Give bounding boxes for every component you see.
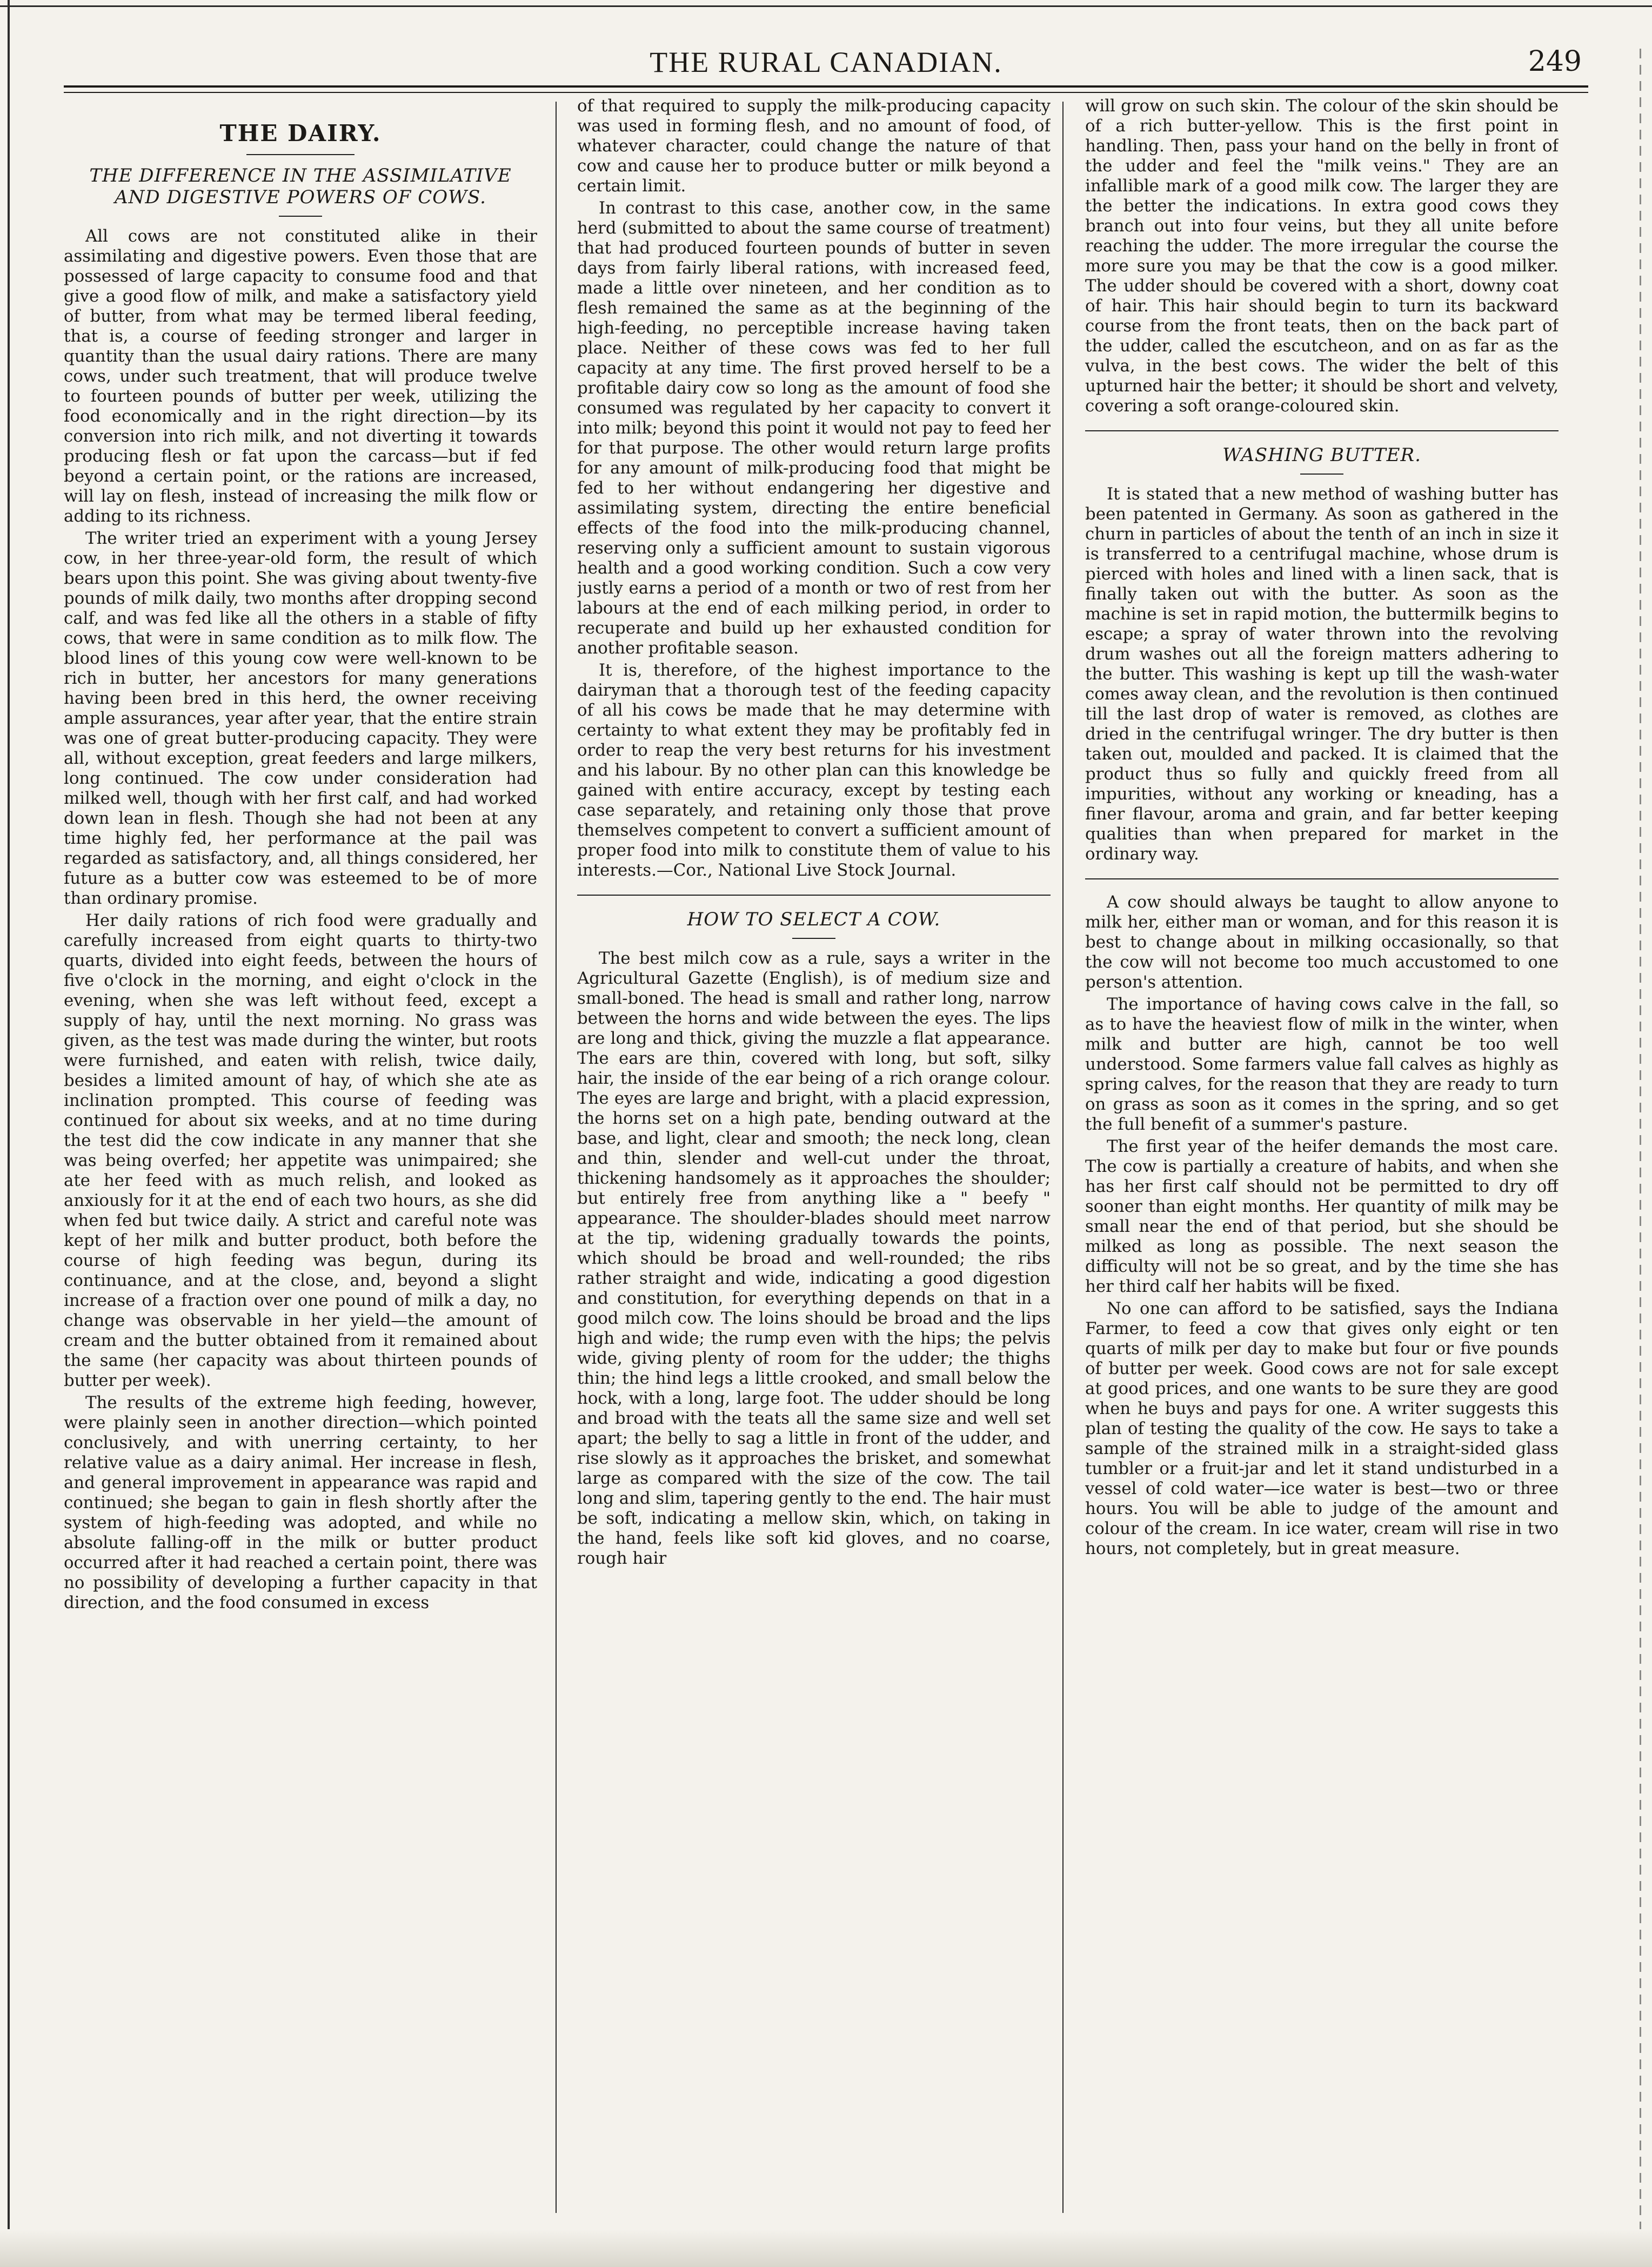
column-divider <box>556 102 557 2213</box>
paragraph: It is stated that a new method of washing butter has been patented in Germany. As soon as gathered in the churn in particles of about the tenth of an inch in size it is transferred to a centrifugal machine, whose drum is pierced with holes and lined with a linen sack, that is finally taken out with the butter. As soon as the machine is set in rapid motion, the buttermilk begins to escape; a spray of water thrown into the revolving drum washes out all the foreign matters adhering to the butter. This washing is kept up till the wash-water comes away clean, and the revolution is then continued till the last drop of water is removed, as clothes are dried in the centrifugal wringer. The dry butter is then taken out, moulded and packed. It is claimed that the product thus so fully and quickly freed from all impurities, without any working or kneading, has a finer flavour, aroma and grain, and far better keeping qualities than when prepared for market in the ordinary way. <box>1085 484 1559 864</box>
column-divider <box>1062 102 1064 2213</box>
paragraph: It is, therefore, of the highest importance to the dairyman that a thorough test of the feeding capacity of all his cows be made that he may determine with certainty to what extent they may be profitably fed in order to reap the very best returns for his investment and his labour. By no other plan can this knowledge be gained with entire accuracy, except by testing each case separately, and retaining only those that prove themselves competent to convert a sufficient amount of proper food into milk to constitute them of value to his interests.—Cor., National Live Stock Journal. <box>577 661 1051 880</box>
article-title: THE DIFFERENCE IN THE ASSIMILATIVE AND DIGESTIVE POWERS OF COWS. <box>89 165 512 208</box>
scan-edge-bottom <box>0 2229 1652 2267</box>
column-3 <box>1085 96 1559 2213</box>
scan-edge-right <box>1640 49 1641 2235</box>
title-rule <box>1300 474 1343 475</box>
header-rule <box>64 85 1588 93</box>
paragraph: In contrast to this case, another cow, in the same herd (submitted to about the same course of treatment) that had produced fourteen pounds of butter in seven days from fairly liberal rations, with increased feed, made a little over nineteen, and her condition as to flesh remained the same as at the beginning of the high-feeding, no perceptible increase having taken place. Neither of these cows was fed to her full capacity at any time. The first proved herself to be a profitable dairy cow so long as the amount of food she consumed was regulated by her capacity to convert it into milk; beyond this point it would not pay to feed her for that purpose. The other would return large profits for any amount of milk-producing food that might be fed to her without endangering her digestive and assimilating system, directing the entire beneficial effects of the food into the milk-producing channel, reserving only a sufficient amount to sustain vigorous health and a good working condition. Such a cow very justly earns a period of a month or two of rest from her labours at the end of each milking period, in order to recuperate and build up her exhausted condition for another profitable season. <box>577 198 1051 658</box>
article-divider <box>1085 878 1559 879</box>
heading-rule <box>246 154 355 155</box>
paragraph: All cows are not constituted alike in their assimilating and digestive powers. Even those that are possessed of large capacity to consume food and that give a good flow of milk, and make a satisfactory yield of butter, from what may be termed liberal feeding, that is, a course of feeding stronger and larger in quantity than the usual dairy rations. There are many cows, under such treatment, that will produce twelve to fourteen pounds of butter per week, utilizing the food economically and in the right direction—by its conversion into rich milk, and not diverting it towards producing flesh or fat upon the carcass—but if fed beyond a certain point, or the rations are increased, will lay on flesh, instead of increasing the milk flow or adding to its richness. <box>64 226 537 526</box>
paragraph: The importance of having cows calve in the fall, so as to have the heaviest flow of milk in the winter, when milk and butter are high, cannot be too well understood. Some farmers value fall calves as highly as spring calves, for the reason that they are ready to turn on grass as soon as it comes in the spring, and so get the full benefit of a summer's pasture. <box>1085 995 1559 1134</box>
scan-edge-left <box>8 0 10 2267</box>
paragraph: A cow should always be taught to allow anyone to milk her, either man or woman, and for this reason it is best to change about in milking occasionally, so that the cow will not become too much accustomed to one person's attention. <box>1085 892 1559 992</box>
title-rule <box>792 938 835 939</box>
paragraph: of that required to supply the milk-producing capacity was used in forming flesh, and no amount of food, of whatever character, could change the nature of that cow and cause her to produce butter or milk beyond a certain limit. <box>577 96 1051 196</box>
article-divider <box>577 895 1051 896</box>
paragraph: The writer tried an experiment with a young Jersey cow, in her three-year-old form, the result of which bears upon this point. She was giving about twenty-five pounds of milk daily, two months after dropping second calf, and was fed like all the others in a stable of fifty cows, that were in same condition as to milk flow. The blood lines of this young cow were well-known to be rich in butter, her ancestors for many generations having been bred in this herd, the owner receiving ample assurances, year after year, that the entire strain was one of great butter-producing capacity. They were all, without exception, great feeders and large milkers, long continued. The cow under consideration had milked well, though with her first calf, and had worked down lean in flesh. Though she had not been at any time highly fed, her performance at the pail was regarded as satisfactory, and, all things considered, her future as a butter cow was esteemed to be of more than ordinary promise. <box>64 529 537 908</box>
column-2 <box>577 96 1051 2213</box>
article-title: HOW TO SELECT A COW. <box>687 909 941 930</box>
paragraph: The first year of the heifer demands the most care. The cow is partially a creature of habits, and when she has her first calf should not be permitted to dry off sooner than eight months. Her quantity of milk may be small near the end of that period, but she should be milked as long as possible. The next season the difficulty will not be so great, and by the time she has her third calf her habits will be fixed. <box>1085 1137 1559 1296</box>
column-1 <box>64 96 537 2213</box>
article-title: WASHING BUTTER. <box>1222 444 1421 466</box>
page-number: 249 <box>1528 45 1582 78</box>
publication-title: THE RURAL CANADIAN. <box>650 46 1002 78</box>
paragraph: No one can afford to be satisfied, says the Indiana Farmer, to feed a cow that gives only eight or ten quarts of milk per day to make but four or five pounds of butter per week. Good cows are not for sale except at good prices, and one wants to be sure they are good when he buys and pays for one. A writer suggests this plan of testing the quality of the cow. He says to take a sample of the strained milk in a straight-sided glass tumbler or a fruit-jar and let it stand undisturbed in a vessel of cold water—ice water is best—two or three hours. You will be able to judge of the amount and colour of the cream. In ice water, cream will rise in two hours, not completely, but in great measure. <box>1085 1299 1559 1558</box>
paragraph: The results of the extreme high feeding, however, were plainly seen in another direction—which pointed conclusively, and with unerring certainty, to her relative value as a dairy animal. Her increase in flesh, and general improvement in appearance was rapid and continued; she began to gain in flesh shortly after the system of high-feeding was adopted, and while no absolute falling-off in the milk or butter product occurred after it had reached a certain point, there was no possibility of developing a further capacity in that direction, and the food consumed in excess <box>64 1393 537 1612</box>
page-header <box>64 36 1588 79</box>
section-heading: THE DAIRY. <box>219 120 382 146</box>
paragraph: Her daily rations of rich food were gradually and carefully increased from eight quarts to thirty-two quarts, divided into eight feeds, between the hours of five o'clock in the morning, and eight o'clock in the evening, when she was left without feed, except a supply of hay, until the next morning. No grass was given, as the test was made during the winter, but roots were furnished, and eaten with relish, twice daily, besides a limited amount of hay, of which she ate as inclination prompted. This course of feeding was continued for about six weeks, and at no time during the test did the cow indicate in any manner that she was being overfed; her appetite was unimpaired; she ate her feed with as much relish, and looked as anxiously for it at the end of each two hours, as she did when fed but twice daily. A strict and careful note was kept of her milk and butter product, both before the course of high feeding was begun, during its continuance, and at the close, and, beyond a slight increase of a fraction over one pound of milk a day, no change was observable in her yield—the amount of cream and the butter obtained from it remained about the same (her capacity was about thirteen pounds of butter per week). <box>64 911 537 1390</box>
title-rule <box>279 216 322 217</box>
scan-edge-top <box>0 5 1652 7</box>
article-divider <box>1085 430 1559 431</box>
paragraph: The best milch cow as a rule, says a writer in the Agricultural Gazette (English), is of medium size and small-boned. The head is small and rather long, narrow between the horns and wide between the eyes. The lips are long and thick, giving the muzzle a flat appearance. The ears are thin, covered with long, but soft, silky hair, the inside of the ear being of a rich orange colour. The eyes are large and bright, with a placid expression, the horns set on a high pate, bending outward at the base, and light, clear and smooth; the neck long, clean and thin, slender and well-cut under the throat, thickening handsomely as it approaches the shoulder; but entirely free from anything like a " beefy " appearance. The shoulder-blades should meet narrow at the tip, widening gradually towards the points, which should be broad and well-rounded; the ribs rather straight and wide, indicating a good digestion and constitution, for everything depends on that in a good milch cow. The loins should be broad and the lips high and wide; the rump even with the hips; the pelvis wide, giving plenty of room for the udder; the thighs thin; the hind legs a little crooked, and small below the hock, with a long, large foot. The udder should be long and broad with the teats all the same size and well set apart; the belly to sag a little in front of the udder, and rise slowly as it approaches the brisket, and somewhat large as compared with the size of the cow. The tail long and slim, tapering gently to the end. The hair must be soft, indicating a mellow skin, which, on taking in the hand, feels like soft kid gloves, and no coarse, rough hair <box>577 949 1051 1568</box>
paragraph: will grow on such skin. The colour of the skin should be of a rich butter-yellow. This is the first point in handling. Then, pass your hand on the belly in front of the udder and feel the "milk veins." They are an infallible mark of a good milk cow. The larger they are the better the indications. In extra good cows they branch out into four veins, but they all unite before reaching the udder. The more irregular the course the more sure you may be that the cow is a good milker. The udder should be covered with a short, downy coat of hair. This hair should begin to turn its backward course from the front teats, then on the back part of the udder, called the escutcheon, and on as far as the vulva, in the best cows. The wider the belt of this upturned hair the better; it should be short and velvety, covering a soft orange-coloured skin. <box>1085 96 1559 416</box>
columns <box>64 96 1589 2213</box>
